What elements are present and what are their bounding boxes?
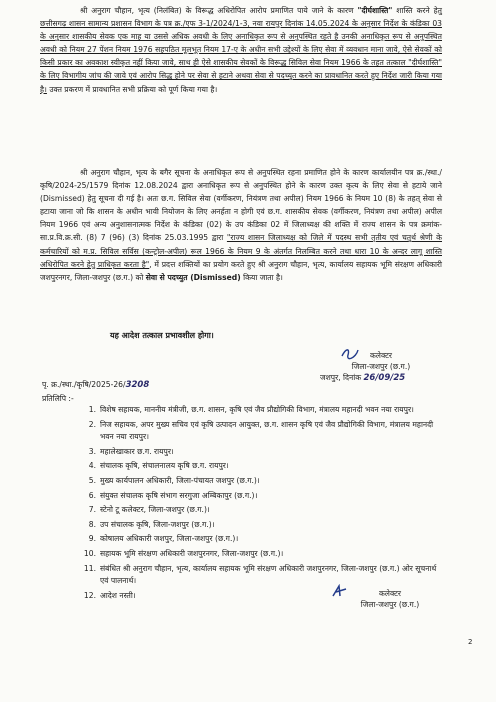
list-item: [88, 490, 442, 503]
page-number: 2: [468, 638, 473, 646]
list-item-text: संयुक्त संचालक कृषि संभाग सरगुजा अम्बिकापुर (छ.ग.)।: [100, 490, 258, 500]
list-item: [83, 563, 442, 588]
list-item-number: 11.: [83, 563, 96, 573]
paragraph-dismissal: [40, 166, 442, 284]
list-item-number: 12.: [83, 590, 96, 600]
list-item-text: संबंधित श्री अनुराग चौहान, भृत्य, कार्यालय सहायक भूमि संरक्षण अधिकारी जशपुरनगर, जिला-जशपुर (छ.ग.) ओर सूचनार्थ एवं पालनार्थ।: [100, 563, 437, 586]
para1-text-a: श्री अनुराग चौहान, भृत्य (निलंबित) के विरूद्ध अधिरोपित आरोप प्रमाणित पाये जाने के कारण: [80, 6, 358, 15]
para2-text-a: श्री अनुराग चौहान, भृत्य के बगैर सूचना के अनाधिकृत रूप से अनुपस्थित रहना प्रमाणित होने के कारण कार्यालयीन पत्र क्र./स्था./कृषि/2024-25/1579 दिनांक 12.08.2024 द्वारा अनाधिकृत रूप से अनुपस्थित होने के कारण उक्त कृत्य के लिए सेवा से हटाये जाने (Dismissed) हेतु सूचना दी गई है। अतः छ.ग. सिविल सेवा (वर्गीकरण, नियंत्रण तथा अपील) नियम 1966 के नियम 10 (8) के तहत् सेवा से हटाया जाना जो कि शासन के अधीन भावी नियोजन के लिए अनर्हता न होगी एवं छ.ग. शासकीय सेवक (वर्गीकरण, नियंत्रण तथा अपील) अपील नियम 1966 एवं अन्य अनुशासनात्मक निर्देश के कंडिका (02) के उप कंडिका 02 में जिलाध्यक्ष की शक्ति में राज्य शासन के पत्र क्रमांक-सा.प्र.वि.क्र.सी. (8) 7 (96) (3) दिनांक 25.03.1995 द्वारा: [40, 168, 442, 243]
list-item-text: कोषालय अधिकारी जशपुर, जिला-जशपुर (छ.ग.)।: [100, 534, 239, 544]
list-item-number: 1.: [88, 405, 96, 414]
handwritten-reference-number: 3208: [125, 380, 150, 390]
para2-text-c: , में प्रदत्त शक्तियों का प्रयोग करते हुए श्री अनुराग चौहान, भृत्य, कार्यालय सहायक भूमि संरक्षण अधिकारी जशपुरनगर, जिला-जशपुर (छ.ग.) को: [40, 259, 442, 282]
list-item-text: मुख्य कार्यपालन अधिकारी, जिला-पंचायत जशपुर (छ.ग.)।: [100, 475, 260, 485]
list-item-number: 2.: [88, 419, 96, 429]
list-item: [88, 404, 442, 417]
list-item-number: 7.: [88, 505, 96, 515]
para1-text-c: शास्ति करने हेतु: [392, 6, 443, 15]
list-item-number: 5.: [88, 475, 96, 485]
list-item-text: उप संचालक कृषि, जिला-जशपुर (छ.ग.)।: [100, 519, 215, 529]
list-item-text: आदेश नस्ती।: [100, 590, 136, 600]
list-item: [88, 446, 442, 459]
list-item-number: 3.: [88, 446, 96, 456]
handwritten-date: 26/09/25: [363, 373, 406, 383]
para1-text-e: उक्त प्रकरण में प्रावधानित सभी प्रक्रिया को पूर्ण किया गया है।: [46, 84, 218, 94]
para1-underlined-directive: छत्तीसगढ़ शासन सामान्य प्रशासन विभाग के पत्र क्र./एफ 3-1/2024/1-3, नवा रायपुर दिनांक 14.05.2024 के अनुसार निर्देश के कंडिका 03 के अनुसार शासकीय सेवक एक माह या उससे अधिक अवधी के लिए अनाधिकृत रूप से अनुपस्थित रहते है उनकी अनाधिकृत रूप से अनुपस्थित अवधी को नियम 27 पेंशन नियम 1976 सहपठित मूलभूत नियम 17-ए के अधीन सभी उद्देश्यों के लिए सेवा में व्यवधान माना जावे, ऐसे सेवकों को किसी प्रकार का अवकाश स्वीकृत नहीं किया जावे, साथ ही ऐसे शासकीय सेवकों के विरूद्ध सिविल सेवा नियम 1966 के तहत तत्काल "दीर्घशास्ति" के लिए विभागीय जांच की जावे एवं आरोप सिद्ध होने पर सेवा से हटाने अथवा सेवा से पदच्युत करने का प्रावधानित करते हुए निर्देश जारी किया गया है।: [40, 19, 442, 94]
order-effective-line: यह आदेश तत्काल प्रभावशील होगा।: [110, 331, 214, 340]
recipient-list: [83, 404, 442, 604]
list-item-text: संचालक कृषि, संचालनालय कृषि छ.ग. रायपुर।: [100, 461, 229, 471]
list-item-number: 9.: [88, 534, 96, 544]
list-item: [88, 475, 442, 488]
list-item-text: स्टेनो टू कलेक्टर, जिला-जशपुर (छ.ग.)।: [100, 505, 210, 515]
dated-line: [320, 373, 405, 383]
list-item-number: 8.: [88, 519, 96, 529]
list-item: [88, 504, 442, 517]
para2-underlined-authority: "राज्य शासन जिलाध्यक्ष को जिले में पदस्थ सभी तृतीय एवं चतुर्थ श्रेणी के कर्मचारियों को म.प्र. सिविल सर्विस (कन्ट्रोल-अपील) रूल 1966 के नियम 9 के अंतर्गत निलम्बित करने तथा धारा 10 के अन्दर लागू शास्ति अधिरोपित करने हेतु प्राधिकृत करता है": [40, 233, 442, 269]
list-item: [88, 533, 442, 546]
collector-title: कलेक्टर: [369, 351, 393, 360]
list-item-text: निज सहायक, अपर मुख्य सचिव एवं कृषि उत्पादन आयुक्त, छ.ग. शासन कृषि एवं जैव प्रौद्योगिकी विभाग, मंत्रालय महानदी भवन नया रायपुर।: [100, 419, 434, 442]
list-item-number: 4.: [88, 461, 96, 471]
list-item-text: विशेष सहायक, माननीय मंत्रीजी, छ.ग. शासन, कृषि एवं जैव प्रौद्योगिकी विभाग, मंत्रालय महानदी भवन नया रायपुर।: [100, 405, 414, 414]
list-item: [88, 519, 442, 532]
list-item-text: सहायक भूमि संरक्षण अधिकारी जशपुरनगर, जिला-जशपुर (छ.ग.)।: [100, 548, 284, 558]
collector-title: कलेक्टर: [378, 589, 402, 598]
reference-prefix: पृ. क्र./स्था./कृषि/2025-26/: [42, 380, 126, 389]
list-item: [83, 548, 442, 561]
list-item: [88, 460, 442, 473]
collector-signature-block-2: [330, 588, 450, 610]
para2-text-e: किया जाता है।: [240, 272, 283, 282]
list-item-text: महालेखाकार छ.ग. रायपुर।: [100, 446, 174, 456]
dated-prefix: जशपुर, दिनांक: [320, 373, 362, 382]
copy-to-label: प्रतिलिपि :-: [42, 394, 74, 403]
collector-district: जिला-जशपुर (छ.ग.): [360, 600, 420, 609]
list-item: [88, 419, 442, 444]
list-item-number: 6.: [88, 490, 96, 500]
collector-district: जिला-जशपुर (छ.ग.): [351, 362, 411, 371]
reference-number: [42, 380, 149, 390]
para2-dismissed-phrase: सेवा से पदच्युत (Dismissed): [145, 272, 241, 282]
paragraph-charge-proven: [40, 4, 442, 96]
para1-term-dirghashasti: "दीर्घशास्ति": [357, 6, 393, 15]
list-item-number: 10.: [83, 548, 96, 558]
collector-signature-block-1: [316, 350, 446, 372]
